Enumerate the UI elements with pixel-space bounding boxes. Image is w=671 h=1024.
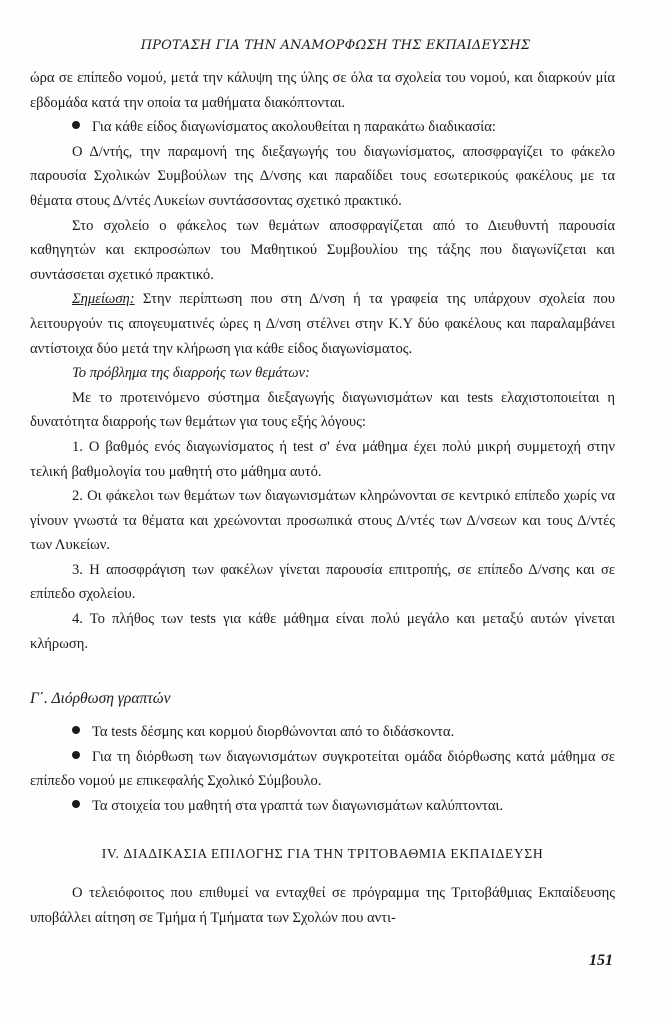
page-number: 151 <box>589 952 613 969</box>
bullet-icon <box>72 121 80 129</box>
bullet-paragraph <box>30 720 615 745</box>
paragraph: Ο τελειόφοιτος που επιθυμεί να ενταχθεί σε πρόγραμμα της Τριτοβάθμιας Εκπαίδευσης υποβάλλει αίτηση σε Τμήμα ή Τμήματα των Σχολών που αντι- <box>30 885 615 926</box>
paragraph: Ο Δ/ντής, την παραμονή της διεξαγωγής του διαγωνίσματος, αποσφραγίζει το φάκελο παρουσία Σχολικών Συμβούλων της Δ/νσης και παραδίδει τους εσωτερικούς φακέλους με τα θέματα στους Δ/ντές Λυκείων συντάσσοντας σχετικό πρακτικό. <box>30 143 615 209</box>
subheading: Το πρόβλημα της διαρροής των θεμάτων: <box>72 365 310 382</box>
numbered-item: 2. Οι φάκελοι των θεμάτων των διαγωνισμάτων κληρώνονται σε κεντρικό επίπεδο χωρίς να γίνουν γνωστά τα θέματα και χρεώνονται προσωπικά στους Δ/ντές των Δ/νσεων και τους Δ/ντές των Λυκείων. <box>30 488 615 554</box>
running-header: ΠΡΟΤΑΣΗ ΓΙΑ ΤΗΝ ΑΝΑΜΟΡΦΩΣΗ ΤΗΣ ΕΚΠΑΙΔΕΥΣΗΣ <box>140 38 531 53</box>
paragraph-continuation: ώρα σε επίπεδο νομού, μετά την κάλυψη της ύλης σε όλα τα σχολεία του νομού, και διαρκούν μία εβδομάδα κατά την οποία τα μαθήματα διακόπτονται. <box>30 70 615 111</box>
section-title: Γ΄. Διόρθωση γραπτών <box>30 690 171 707</box>
bullet-icon <box>72 751 80 759</box>
bullet-icon <box>72 800 80 808</box>
bullet-paragraph <box>30 745 615 794</box>
paragraph: Με το προτεινόμενο σύστημα διεξαγωγής διαγωνισμάτων και tests ελαχιστοποιείται η δυνατότητα διαρροής των θεμάτων για τους εξής λόγους: <box>30 389 615 431</box>
numbered-item: 1. Ο βαθμός ενός διαγωνίσματος ή test σ' ένα μάθημα έχει πολύ μικρή συμμετοχή στην τελική βαθμολογία του μαθητή στο μάθημα αυτό. <box>30 438 615 480</box>
bullet-icon <box>72 726 80 734</box>
chapter-heading: IV. ΔΙΑΔΙΚΑΣΙΑ ΕΠΙΛΟΓΗΣ ΓΙΑ ΤΗΝ ΤΡΙΤΟΒΑΘΜΙΑ ΕΚΠΑΙΔΕΥΣΗ <box>101 846 544 861</box>
chapter-text <box>30 881 615 930</box>
note-text: Στην περίπτωση που στη Δ/νση ή τα γραφεία της υπάρχουν σχολεία που λειτουργούν τις απογευματινές ώρες η Δ/νση στέλνει στην Κ.Υ δύο φακέλους και παραλαμβάνει αντίστοιχα δύο μετά την κλήρωση για κάθε είδος διαγωνίσματος. <box>30 291 615 357</box>
section-bullets <box>30 720 615 818</box>
bullet-text: Για τη διόρθωση των διαγωνισμάτων συγκροτείται ομάδα διόρθωσης κατά μάθημα σε επίπεδο νομού με επικεφαλής Σχολικό Σύμβουλο. <box>30 748 615 790</box>
paragraph: Στο σχολείο ο φάκελος των θεμάτων αποσφραγίζεται από το Διευθυντή παρουσία καθηγητών και εκπροσώπων του Μαθητικού Συμβουλίου της τάξης που διαγωνίζεται και συντάσσεται σχετικό πρακτικό. <box>30 217 615 283</box>
bullet-paragraph <box>30 115 615 140</box>
bullet-paragraph <box>30 794 615 819</box>
bullet-text: Τα στοιχεία του μαθητή στα γραπτά των διαγωνισμάτων καλύπτονται. <box>92 797 504 814</box>
numbered-item: 4. Το πλήθος των tests για κάθε μάθημα είναι πολύ μεγάλο και μεταξύ αυτών γίνεται κλήρωση. <box>30 611 615 652</box>
numbered-item: 3. Η αποσφράγιση των φακέλων γίνεται παρουσία επιτροπής, σε επίπεδο Δ/νσης και σε επίπεδο σχολείου. <box>30 561 615 603</box>
note-paragraph <box>30 287 615 361</box>
bullet-text: Τα tests δέσμης και κορμού διορθώνονται από το διδάσκοντα. <box>92 724 455 740</box>
note-label: Σημείωση: <box>72 291 135 308</box>
bullet-text: Για κάθε είδος διαγωνίσματος ακολουθείται η παρακάτω διαδικασία: <box>92 119 496 136</box>
main-text <box>30 66 615 656</box>
